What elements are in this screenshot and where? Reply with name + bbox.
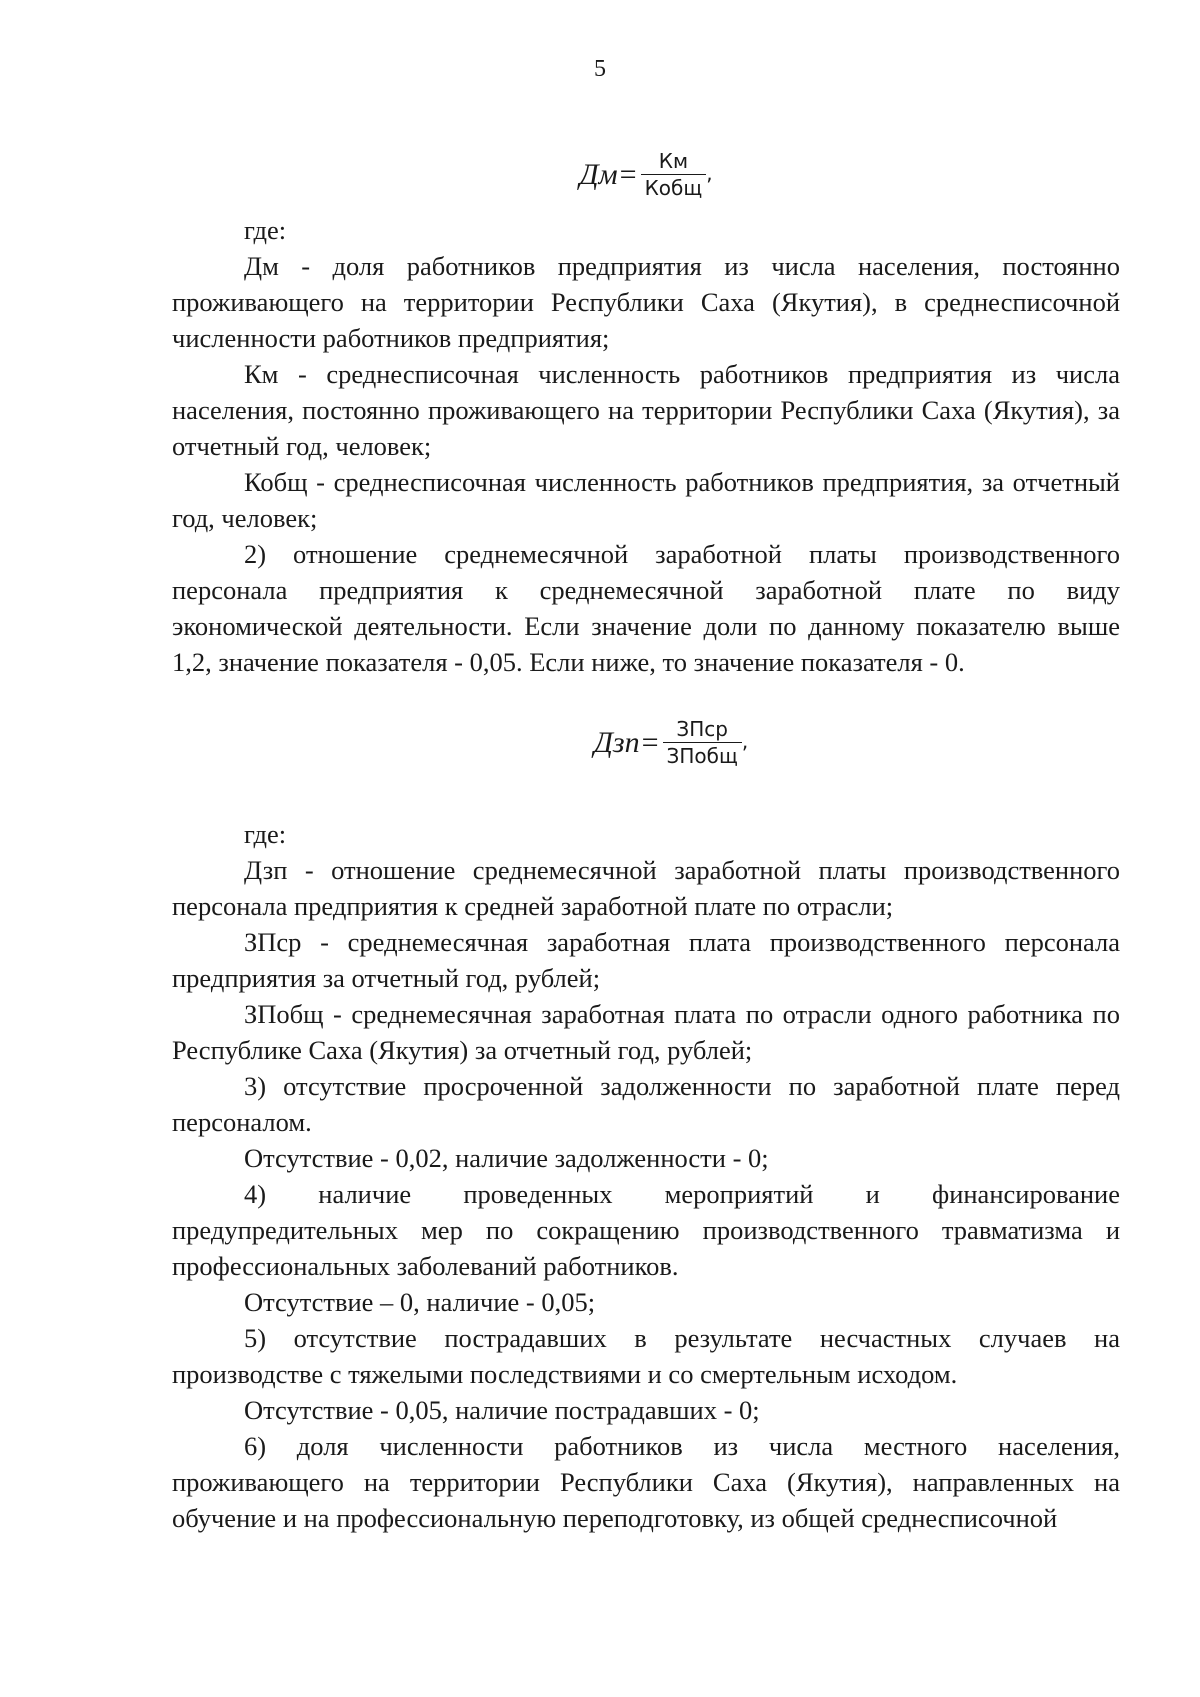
paragraph-item-4: 4) наличие проведенных мероприятий и финансирование предупредительных мер по сокращению производственного травматизма и профессиональных заболеваний работников. <box>172 1179 1120 1281</box>
formula-equals: = <box>641 725 659 759</box>
paragraph-km-definition: Км - среднесписочная численность работников предприятия из числа населения, постоянно проживающего на территории Республики Саха (Якутия), за отчетный год, человек; <box>172 359 1120 461</box>
formula-denominator: Кобщ <box>644 176 703 200</box>
formula-fraction <box>663 716 742 769</box>
formula-equals: = <box>619 157 637 191</box>
paragraph-item-5: 5) отсутствие пострадавших в результате несчастных случаев на производстве с тяжелыми последствиями и со смертельным исходом. <box>172 1323 1120 1389</box>
where-label: где: <box>244 819 287 849</box>
paragraph-zpsr-definition: ЗПср - среднемесячная заработная плата производственного персонала предприятия за отчетный год, рублей; <box>172 927 1120 993</box>
formula-comma: , <box>741 729 749 753</box>
formula-numerator: Км <box>658 149 689 173</box>
formula-lhs: Дзп <box>593 725 640 759</box>
paragraph-item-5-values: Отсутствие - 0,05, наличие пострадавших - 0; <box>244 1395 760 1425</box>
paragraph-item-6: 6) доля численности работников из числа местного населения, проживающего на территории Республики Саха (Якутия), направленных на обучение и на профессиональную переподготовку, из общей среднесписочной <box>172 1431 1120 1533</box>
paragraph-kobsh-definition: Кобщ - среднесписочная численность работников предприятия, за отчетный год, человек; <box>172 467 1120 533</box>
paragraph-item-3: 3) отсутствие просроченной задолженности по заработной плате перед персоналом. <box>172 1071 1120 1137</box>
formula-dzp <box>172 716 1120 769</box>
where-label: где: <box>244 215 287 245</box>
paragraph-item-2: 2) отношение среднемесячной заработной платы производственного персонала предприятия к среднемесячной заработной плате по виду экономической деятельности. Если значение доли по данному показателю выше 1,2, значение показателя - 0,05. Если ниже, то значение показателя - 0. <box>172 539 1120 677</box>
paragraph-dm-definition: Дм - доля работников предприятия из числа населения, постоянно проживающего на территории Республики Саха (Якутия), в среднесписочной численности работников предприятия; <box>172 251 1120 353</box>
formula-lhs: Дм <box>579 157 618 191</box>
formula-comma: , <box>706 161 713 185</box>
formula-numerator: ЗПср <box>676 717 728 741</box>
page-number: 5 <box>594 56 606 82</box>
paragraph-item-3-values: Отсутствие - 0,02, наличие задолженности - 0; <box>244 1143 769 1173</box>
formula-fraction <box>641 148 707 201</box>
text-block-2 <box>172 816 1120 1536</box>
paragraph-item-4-values: Отсутствие – 0, наличие - 0,05; <box>244 1287 596 1317</box>
paragraph-dzp-definition: Дзп - отношение среднемесячной заработной платы производственного персонала предприятия к средней заработной плате по отрасли; <box>172 855 1120 921</box>
formula-dm <box>172 148 1120 201</box>
text-block-1 <box>172 212 1120 680</box>
paragraph-zpobsh-definition: ЗПобщ - среднемесячная заработная плата по отрасли одного работника по Республике Саха (Якутия) за отчетный год, рублей; <box>172 999 1120 1065</box>
formula-denominator: ЗПобщ <box>666 744 738 768</box>
